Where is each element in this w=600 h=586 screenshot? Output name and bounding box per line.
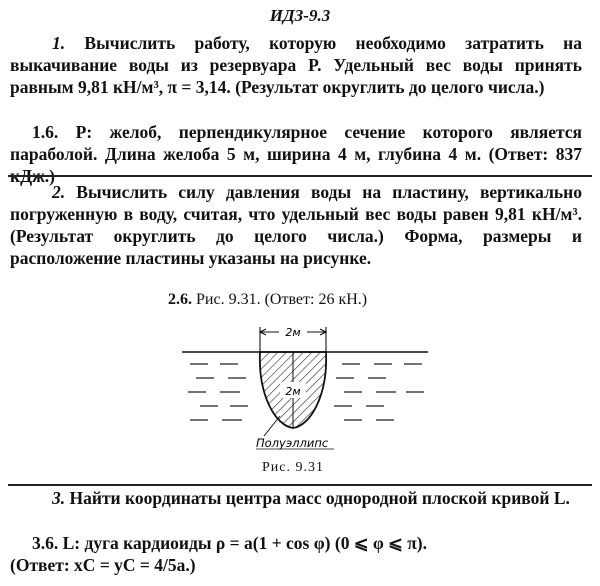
variant-1-6-text: P: желоб, перпендикулярное сечение которого является параболой. Длина желоба 5 м, ширина 4 м, глубина 4 м. (Ответ: 837 кДж.) (10, 122, 583, 186)
variant-1-6-number: 1.6. (32, 122, 59, 142)
problem-3-text: Найти координаты центра масс однородной плоской кривой L. (69, 488, 570, 508)
problem-2 (10, 181, 582, 269)
problem-2-text: Вычислить силу давления воды на пластину, вертикально погруженную в воду, считая, что удельный вес воды равен 9,81 кН/м³. (Результат округлить до целого числа.) Форма, размеры и расположение пластины указаны на рисунке. (10, 182, 582, 268)
problem-1-number: 1. (52, 33, 66, 53)
figure-9-31 (176, 318, 436, 458)
variant-1-6 (10, 121, 582, 187)
water-dashes-right (334, 364, 424, 420)
problem-3 (10, 487, 582, 509)
figure-caption: Рис. 9.31 (262, 460, 324, 475)
variant-3-6-number: 3.6. (32, 533, 59, 553)
water-dashes-left (188, 364, 248, 420)
page-title: ИДЗ-9.3 (269, 6, 331, 25)
leader-line (264, 416, 280, 436)
variant-2-6-text: Рис. 9.31. (Ответ: 26 кН.) (196, 291, 368, 308)
shape-label: Полуэллипс (256, 436, 329, 450)
variant-3-6-line1: L: дуга кардиоиды ρ = a(1 + cos φ) (0 ⩽ φ ⩽ π). (62, 533, 427, 553)
variant-2-6-number: 2.6. (168, 291, 192, 308)
problem-2-number: 2. (52, 182, 66, 202)
divider-2 (8, 484, 592, 486)
divider-1 (8, 175, 592, 177)
width-label: 2м (285, 326, 301, 339)
problem-3-number: 3. (52, 488, 66, 508)
variant-3-6-answer: (Ответ: xC = yC = 4/5a.) (10, 555, 196, 575)
problem-1-text: Вычислить работу, которую необходимо затратить на выкачивание воды из резервуара P. Удельный вес воды принять равным 9,81 кН/м³, π = 3,14. (Результат округлить до целого числа.) (10, 33, 582, 97)
variant-3-6 (10, 532, 582, 554)
depth-label: 2м (285, 385, 301, 398)
variant-2-6 (168, 291, 367, 309)
problem-1 (10, 32, 582, 98)
